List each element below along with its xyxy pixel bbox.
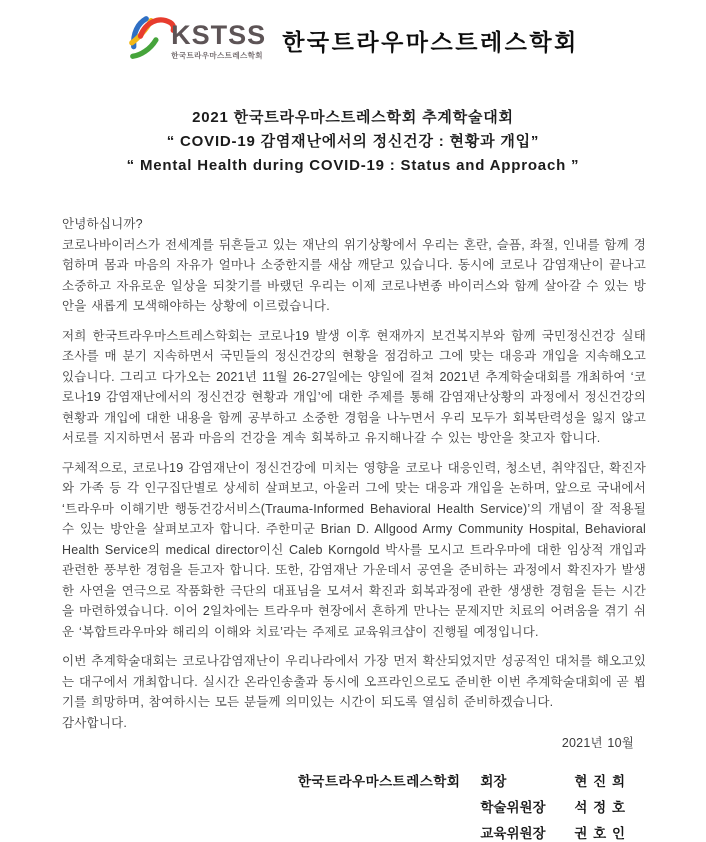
paragraph-3: 구체적으로, 코로나19 감염재난이 정신건강에 미치는 영향을 코로나 대응인력, 청소년, 취약집단, 확진자와 가족 등 각 인구집단별로 상세히 살펴보고, 아울러 그에 맞는 대응과 개입을 논하며, 앞으로 국내에서 ‘트라우마 이해기반 행동건강서비스(Trauma-Informed Behavioral Health Service)’의 개념이 잘 적용될 수 있는 방안을 살펴보고자 합니다. 주한미군 Brian D. Allgood Army Community Hospital, Behavioral Health Service의 medical director이신 Caleb Korngold 박사를 모시고 트라우마에 대한 임상적 개입과 관련한 풍부한 경험을 듣고자 합니다. 또한, 감염재난 가운데서 공연을 준비하는 과정에서 확진자가 발생한 사연을 연극으로 작품화한 극단의 대표님을 모셔서 확진과 회복과정에 관한 생생한 경험을 듣는 시간을 마련하였습니다. 이어 2일차에는 트라우마 현장에서 흔하게 만나는 문제지만 치료의 어려움을 겪기 쉬운 ‘복합트라우마와 해리의 이해와 치료’라는 주제로 교육워크샵이 진행될 예정입니다. [62,460,646,639]
signature-name-president: 현 진 희 [574,773,626,789]
kstss-logo-subtitle: 한국트라우마스트레스학회 [171,50,263,60]
signature-row-academic-chair [0,796,626,816]
signature-block [0,770,626,842]
org-header [0,0,706,68]
kstss-logo-text [171,21,266,61]
signature-role-academic-chair: 학술위원장 [480,799,546,815]
conference-title-korean: 2021 한국트라우마스트레스학회 추계학술대회 [192,109,514,126]
conference-subtitle-english: “ Mental Health during COVID-19 : Status and Approach ” [126,157,580,174]
greeting-line: 안녕하십니까? [62,217,143,231]
closing-line: 감사합니다. [62,715,128,730]
signature-role-president: 회장 [480,773,507,789]
signature-name-education-chair: 권 호 인 [574,825,626,841]
conference-subtitle-korean: “ COVID-19 감염재난에서의 정신건강 : 현황과 개입” [166,133,540,150]
paragraph-1: 코로나바이러스가 전세계를 뒤흔들고 있는 재난의 위기상황에서 우리는 혼란, 슬픔, 좌절, 인내를 함께 경험하며 몸과 마음의 자유가 얼마나 소중한지를 새삼 깨닫고 있습니다. 동시에 코로나 감염재난이 끝나고 소중하고 자유로운 일상을 되찾기를 바랬던 우리는 이제 코로나변종 바이러스와 함께 살아갈 수 있는 방안을 새롭게 모색해야하는 상황에 이르렀습니다. [62,237,646,313]
signature-name-academic-chair: 석 정 호 [574,799,626,815]
paragraph-4: 이번 추계학술대회는 코로나감염재난이 우리나라에서 가장 먼저 확산되었지만 성공적인 대처를 해오고있는 대구에서 개최합니다. 실시간 온라인송출과 동시에 오프라인으로도 준비한 이번 추계학술대회에 곧 뵙기를 희망하며, 참여하시는 모든 분들께 의미있는 시간이 되도록 열심히 준비하겠습니다. [62,654,646,709]
kstss-logo-acronym: KSTSS [171,19,267,50]
signature-row-education-chair [0,822,626,842]
signature-org-name: 한국트라우마스트레스학회 [297,773,461,789]
kstss-logo [127,13,266,68]
date-line: 2021년 10월 [561,736,634,750]
letter-body [62,214,646,754]
conference-title-block [0,106,706,178]
org-name-heading: 한국트라우마스트레스학회 [282,29,579,55]
signature-role-education-chair: 교육위원장 [480,825,546,841]
signature-row-president [0,770,626,790]
paragraph-2: 저희 한국트라우마스트레스학회는 코로나19 발생 이후 현재까지 보건복지부와 함께 국민정신건강 실태조사를 매 분기 지속하면서 국민들의 정신건강의 현황을 점검하고 그에 맞는 대응과 개입을 지속해오고 있습니다. 그리고 다가오는 2021년 11월 26-27일에는 양일에 걸쳐 2021년 추계학술대회를 개최하여 ‘코로나19 감염재난에서의 정신건강 현황과 개입’에 대한 주제를 통해 감염재난상황의 과정에서 정신건강의 현황과 개입에 대한 내용을 함께 공부하고 소중한 경험을 나누면서 우리 모두가 회복탄력성을 잃지 않고 서로를 지지하면서 몸과 마음의 건강을 계속 회복하고 유지해나갈 수 있는 방안을 찾고자 합니다. [62,328,646,445]
